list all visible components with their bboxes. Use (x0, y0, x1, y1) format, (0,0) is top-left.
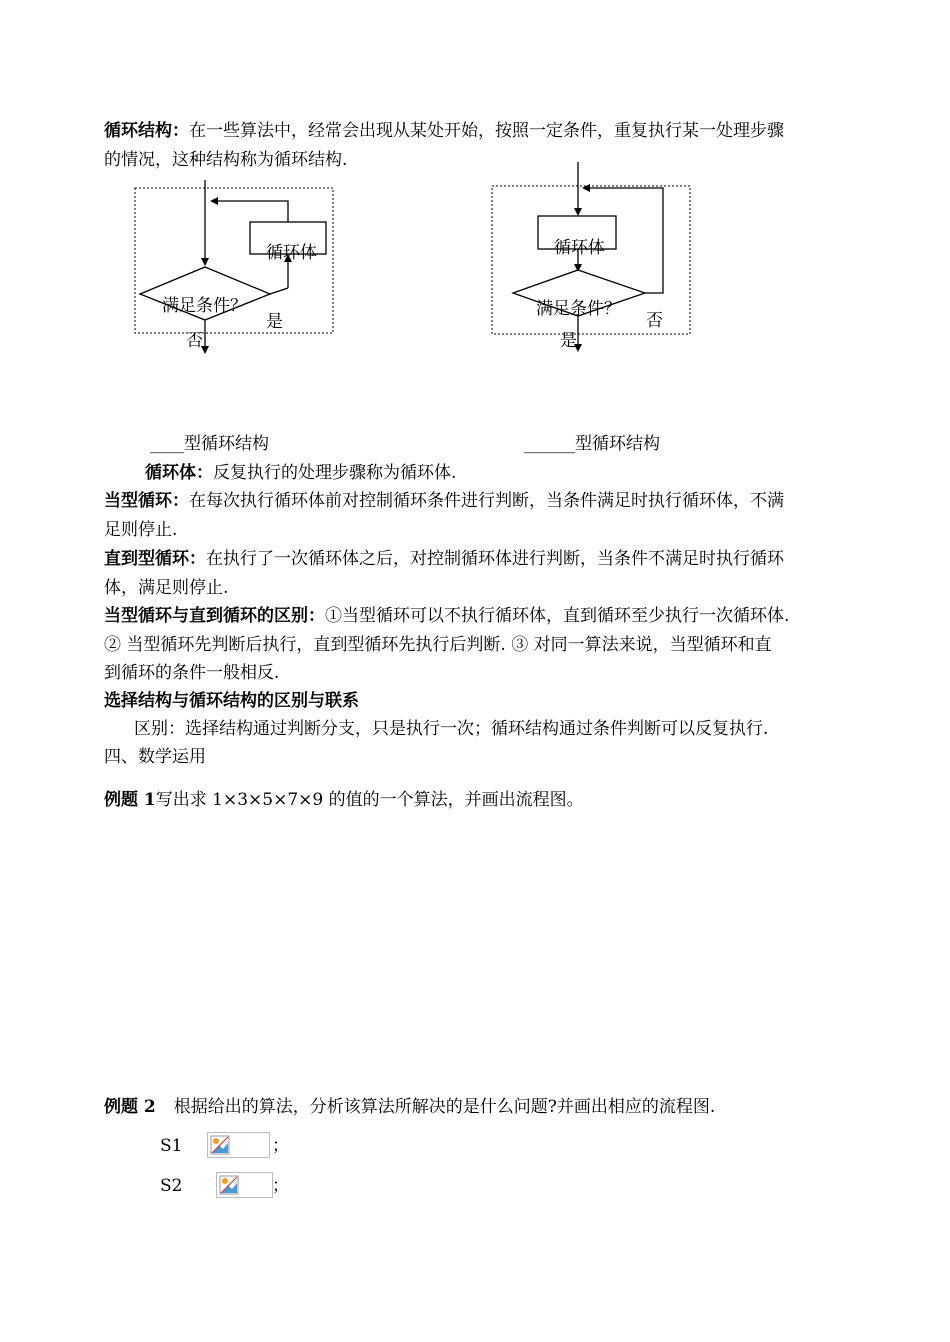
while-text-1: 在每次执行循环体前对控制循环条件进行判断，当条件满足时执行循环体，不满 (189, 491, 784, 511)
intro-text-2: 的情况，这种结构称为循环结构. (104, 150, 348, 170)
compare-heading: 选择结构与循环结构的区别与联系 (104, 691, 359, 711)
while-text-2: 足则停止. (104, 520, 178, 540)
while-term: 当型循环： (104, 491, 189, 511)
while-definition-line-1 (104, 488, 784, 514)
until-loop-diagram (480, 158, 710, 358)
difference-line-1 (104, 603, 789, 629)
loop-body-text: 反复执行的处理步骤称为循环体. (213, 463, 457, 483)
condition-label: 满足条件？ (162, 296, 247, 316)
while-caption-text: 型循环结构 (184, 434, 269, 454)
step-2-formula-image (216, 1172, 273, 1198)
yes-label: 是 (560, 331, 577, 351)
until-definition-line-1 (104, 546, 784, 572)
section-title: 四、数学运用 (104, 747, 206, 767)
loop-body-label: 循环体 (266, 243, 317, 263)
difference-line-2 (104, 632, 772, 658)
until-text-1: 在执行了一次循环体之后，对控制循环体进行判断，当条件不满足时执行循环 (206, 549, 784, 569)
image-placeholder-icon (210, 1135, 230, 1155)
difference-line-3 (104, 660, 279, 686)
yes-label: 是 (266, 312, 283, 332)
example-1 (104, 787, 584, 813)
difference-text-1: ①当型循环可以不执行循环体，直到循环至少执行一次循环体. (325, 606, 790, 626)
return-arrow (212, 201, 288, 222)
example-2 (104, 1094, 715, 1120)
while-loop-diagram (120, 170, 350, 360)
step-2-suffix: ； (272, 1176, 289, 1196)
difference-text-3: 到循环的条件一般相反. (104, 663, 280, 683)
until-definition-line-2 (104, 575, 228, 601)
while-definition-line-2 (104, 517, 177, 543)
difference-term: 当型循环与直到循环的区别： (104, 606, 325, 626)
while-caption-blank: ____ (150, 434, 184, 454)
until-caption (524, 431, 660, 457)
example-1-label: 例题 1 (104, 790, 156, 810)
step-1-suffix: ； (272, 1136, 289, 1156)
loop-body-definition (145, 460, 456, 486)
example-2-text: 根据给出的算法，分析该算法所解决的是什么问题?并画出相应的流程图. (173, 1097, 716, 1117)
until-text-2: 体，满足则停止. (104, 578, 229, 598)
no-label: 否 (646, 311, 663, 331)
loop-structure-term: 循环结构： (104, 121, 189, 141)
step-1-label: S1 (160, 1136, 183, 1156)
until-caption-blank: ______ (524, 434, 575, 454)
until-caption-text: 型循环结构 (575, 434, 660, 454)
image-placeholder-icon (219, 1175, 239, 1195)
compare-text: 区别：选择结构通过判断分支，只是执行一次；循环结构通过条件判断可以反复执行. (134, 719, 769, 739)
example-2-label: 例题 2 (104, 1097, 156, 1117)
loop-body-label: 循环体 (554, 238, 605, 258)
condition-label: 满足条件？ (536, 299, 621, 319)
while-caption (150, 431, 269, 457)
example-1-text: 写出求 1×3×5×7×9 的值的一个算法，并画出流程图。 (155, 790, 584, 810)
intro-text-1: 在一些算法中，经常会出现从某处开始，按照一定条件，重复执行某一处理步骤 (189, 121, 784, 141)
step-2-label: S2 (160, 1176, 183, 1196)
intro-line-1 (104, 118, 784, 144)
loop-body-term: 循环体： (145, 463, 213, 483)
difference-text-2: ② 当型循环先判断后执行，直到型循环先执行后判断. ③ 对同一算法来说，当型循环和直 (104, 635, 772, 655)
step-1-formula-image (207, 1132, 270, 1158)
until-term: 直到型循环： (104, 549, 206, 569)
no-label: 否 (186, 331, 203, 351)
